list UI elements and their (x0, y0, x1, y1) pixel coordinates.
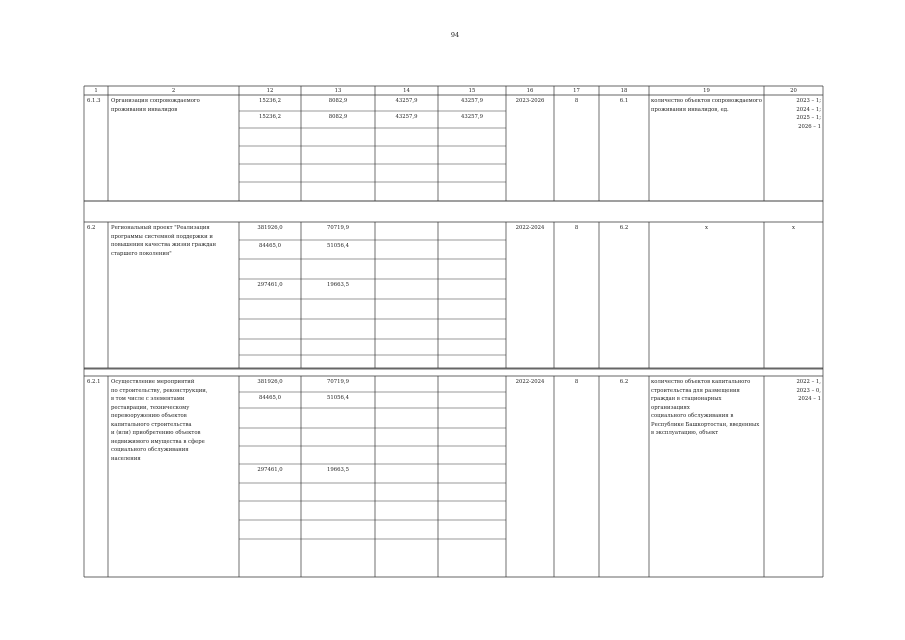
amount-value: 43257,9 (461, 114, 483, 120)
indicator-description: количество объектов капитального строительства для размещения граждан в стационарных организациях социального обслуживания в Республике Башкортостан, введенных в эксплуатацию, объект (651, 379, 760, 436)
column-header: 12 (266, 87, 274, 94)
amount-value: 381926,0 (257, 225, 283, 231)
page-number: 94 (450, 31, 460, 39)
amount-value: 8082,9 (328, 98, 348, 104)
column-header: 17 (573, 87, 580, 94)
amount-value: 19663,5 (327, 282, 349, 288)
amount-value: 70719,9 (327, 379, 349, 385)
amount-value: 84465,0 (259, 243, 281, 249)
amount-value: 43257,9 (395, 114, 418, 120)
column-header: 2 (171, 87, 176, 94)
indicator-number: 6.2 (619, 379, 629, 385)
goal-number: 8 (574, 379, 579, 385)
amount-value: 43257,9 (395, 98, 418, 104)
row-number: 6.2.1 (87, 379, 101, 385)
column-header: 13 (334, 87, 342, 94)
amount-value: 15236,2 (259, 114, 281, 120)
indicator-number: 6.1 (619, 98, 629, 104)
column-header: 14 (403, 87, 410, 94)
column-header: 20 (790, 87, 797, 94)
amount-value: 297461,0 (257, 282, 283, 288)
amount-value: 381926,0 (257, 379, 283, 385)
indicator-description: х (705, 225, 708, 231)
row-title: Осуществление мероприятий по строительству, реконструкции, в том числе с элементами реставрации, техническому перевооружению объектов капитального строительства и (или) приобретению объектов недвижимого имущества в сфере социального обслуживания населения (111, 379, 208, 462)
row-title: Региональный проект "Реализация программы системной поддержки и повышения качества жизни граждан старшего поколения" (111, 225, 217, 257)
amount-value: 43257,9 (461, 98, 483, 104)
period-value: 2022-2024 (515, 379, 545, 385)
target-values: х (792, 225, 795, 231)
column-header: 18 (620, 87, 628, 94)
amount-value: 8082,9 (328, 114, 348, 120)
period-value: 2022-2024 (515, 225, 545, 231)
period-value: 2023-2026 (515, 98, 545, 104)
amount-value: 15236,2 (259, 98, 281, 104)
row-title: Организация сопровождаемого проживания инвалидов (111, 98, 200, 113)
amount-value: 84465,0 (259, 395, 281, 401)
goal-number: 8 (574, 98, 579, 104)
amount-value: 70719,9 (327, 225, 349, 231)
target-values: 2022 – 1, 2023 – 0, 2024 – 1 (796, 379, 821, 402)
row-number: 6.1.3 (87, 98, 101, 104)
column-header: 16 (526, 87, 534, 94)
amount-value: 51056,4 (327, 243, 349, 249)
column-header: 19 (703, 87, 710, 94)
indicator-description: количество объектов сопровождаемого проживания инвалидов, ед. (651, 98, 762, 113)
amount-value: 297461,0 (257, 467, 283, 473)
column-header: 1 (94, 87, 98, 94)
goal-number: 8 (574, 225, 579, 231)
amount-value: 19663,5 (327, 467, 349, 473)
indicator-number: 6.2 (619, 225, 629, 231)
amount-value: 51056,4 (327, 395, 349, 401)
target-values: 2023 – 1; 2024 – 1; 2025 – 1; 2026 – 1 (796, 98, 821, 130)
row-number: 6.2 (87, 225, 96, 231)
column-header: 15 (468, 87, 476, 94)
